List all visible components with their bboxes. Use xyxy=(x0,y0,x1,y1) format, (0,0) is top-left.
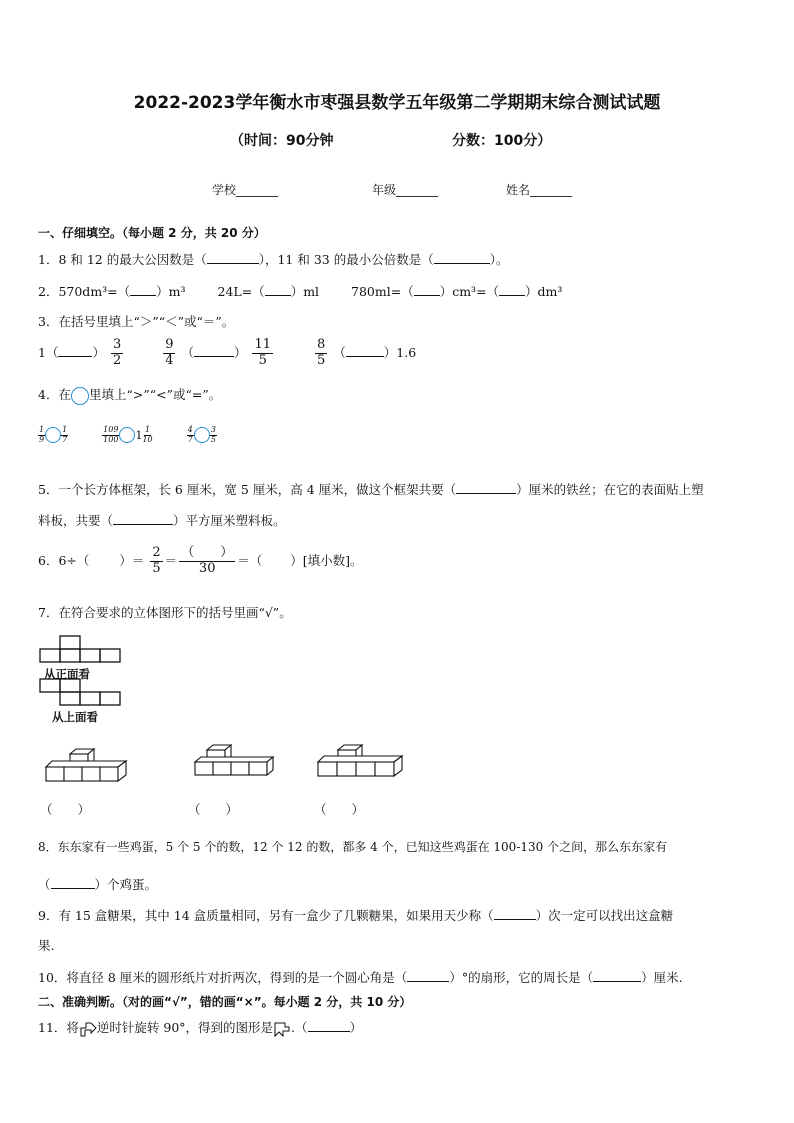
question-2: 2．570dm³=（ ）m³ 24L=（ ）ml 780ml=（ ）cm³=（ ）dm³ xyxy=(38,284,563,299)
choice-c-paren[interactable]: （ ） xyxy=(314,802,365,817)
solid-figure-c[interactable] xyxy=(316,743,408,779)
q10-blank-1[interactable] xyxy=(407,969,449,982)
top-view-diagram xyxy=(40,679,122,707)
q3-blank-2[interactable] xyxy=(194,344,234,357)
school-field[interactable]: 学校_______ xyxy=(212,183,279,197)
q6-fraction-2[interactable]: $\frac{( )}{30}$ xyxy=(181,545,234,576)
compare-circle-3[interactable] xyxy=(194,427,210,443)
name-field[interactable]: 姓名_______ xyxy=(506,183,573,197)
question-1: 1．8 和 12 的最大公因数是（ ），11 和 33 的最小公倍数是（ ）。 xyxy=(38,252,509,267)
question-4-items: $\frac{1}{9}$ $\frac{1}{7}$ $\frac{109}{100}$ 1 $\frac{1}{10}$ $\frac{4}{7}$ $\frac{3}{5}$ xyxy=(39,425,216,444)
q2-blank-3[interactable] xyxy=(414,283,440,296)
q9-blank[interactable] xyxy=(494,907,536,920)
question-3-items: 1（ ） $\frac{3}{2}$ $\frac{9}{4}$ （ ） $\frac{11}{5}$ $\frac{8}{5}$ （ ）1.6 xyxy=(38,337,417,368)
compare-circle-2[interactable] xyxy=(119,427,135,443)
question-7-stem: 7．在符合要求的立体图形下的括号里画“√”。 xyxy=(38,605,292,620)
section-1-heading: 一、仔细填空。（每小题 2 分，共 20 分） xyxy=(38,226,266,240)
q3-fraction-4: $\frac{8}{5}$ xyxy=(317,337,326,368)
q10-blank-2[interactable] xyxy=(593,969,641,982)
exam-time: （时间：90分钟 xyxy=(230,133,334,149)
question-5-line-2: 料板，共要（ ）平方厘米塑料板。 xyxy=(38,513,286,528)
question-9-line-1: 9．有 15 盒糖果，其中 14 盒质量相同，另有一盒少了几颗糖果，如果用天少称（ ）次一定可以找出这盒糖 xyxy=(38,908,674,923)
q4-fraction: $\frac{3}{5}$ xyxy=(210,425,216,444)
front-view-label: 从正面看 xyxy=(44,667,90,681)
arrow-shape-rotated-icon xyxy=(273,1021,291,1037)
page-title: 2022-2023学年衡水市枣强县数学五年级第二学期期末综合测试试题 xyxy=(133,93,661,113)
q4-fraction: $\frac{1}{9}$ xyxy=(39,425,45,444)
q8-blank[interactable] xyxy=(51,876,95,889)
q5-blank-1[interactable] xyxy=(456,481,516,494)
question-9-line-2: 果. xyxy=(38,938,55,953)
q3-fraction-1: $\frac{3}{2}$ xyxy=(112,337,122,368)
q3-blank-3[interactable] xyxy=(346,344,384,357)
solid-figure-a[interactable] xyxy=(42,748,134,784)
question-10: 10．将直径 8 厘米的圆形纸片对折两次，得到的是一个圆心角是（ ）°的扇形，它的周长是（ ）厘米. xyxy=(38,970,683,985)
q3-fraction-3: $\frac{11}{5}$ xyxy=(254,337,272,368)
choice-b-paren[interactable]: （ ） xyxy=(188,802,239,817)
front-view-diagram xyxy=(40,636,122,664)
q2-blank-2[interactable] xyxy=(265,283,291,296)
exam-score: 分数：100分） xyxy=(452,133,552,149)
question-11: 11．将 逆时针旋转 90°，得到的图形是 .（ ） xyxy=(38,1020,363,1035)
q4-fraction: $\frac{4}{7}$ xyxy=(187,425,193,444)
q4-fraction: $\frac{1}{7}$ xyxy=(62,425,68,444)
q6-fraction-1: $\frac{2}{5}$ xyxy=(152,545,161,576)
grade-field[interactable]: 年级_______ xyxy=(372,183,439,197)
circle-icon xyxy=(71,387,89,405)
question-4-stem: 4．在 里填上“>”“<”或“=”。 xyxy=(38,385,221,405)
question-5-line-1: 5．一个长方体框架，长 6 厘米，宽 5 厘米，高 4 厘米，做这个框架共要（ ）厘米的铁丝；在它的表面贴上塑 xyxy=(38,482,704,497)
q5-blank-2[interactable] xyxy=(113,512,173,525)
question-8-line-2: （ ）个鸡蛋。 xyxy=(38,877,158,892)
arrow-shape-original-icon xyxy=(79,1021,97,1037)
solid-figure-b[interactable] xyxy=(193,742,277,778)
compare-circle-1[interactable] xyxy=(45,427,61,443)
q1-blank-2[interactable] xyxy=(434,251,490,264)
q11-blank[interactable] xyxy=(308,1019,350,1032)
question-6: 6．6÷（ ）＝ $\frac{2}{5}$ ＝ $\frac{( )}{30}$ ＝（ ）[填小数]。 xyxy=(38,545,363,576)
section-2-heading: 二、准确判断。（对的画“√”，错的画“×”。每小题 2 分，共 10 分） xyxy=(38,995,412,1009)
q2-blank-4[interactable] xyxy=(499,283,525,296)
q3-blank-1[interactable] xyxy=(58,344,92,357)
choice-a-paren[interactable]: （ ） xyxy=(40,802,91,817)
question-8-line-1: 8．东东家有一些鸡蛋，5 个 5 个的数，12 个 12 的数，都多 4 个，已知这些鸡蛋在 100-130 个之间，那么东东家有 xyxy=(38,840,668,854)
q4-fraction: $\frac{109}{100}$ xyxy=(103,425,119,444)
question-3-stem: 3．在括号里填上“＞”“＜”或“＝”。 xyxy=(38,314,235,329)
q1-blank-1[interactable] xyxy=(207,251,259,264)
q3-fraction-2: $\frac{9}{4}$ xyxy=(165,337,174,368)
q2-blank-1[interactable] xyxy=(130,283,156,296)
q4-fraction: $\frac{1}{10}$ xyxy=(142,425,153,444)
top-view-label: 从上面看 xyxy=(52,710,98,724)
